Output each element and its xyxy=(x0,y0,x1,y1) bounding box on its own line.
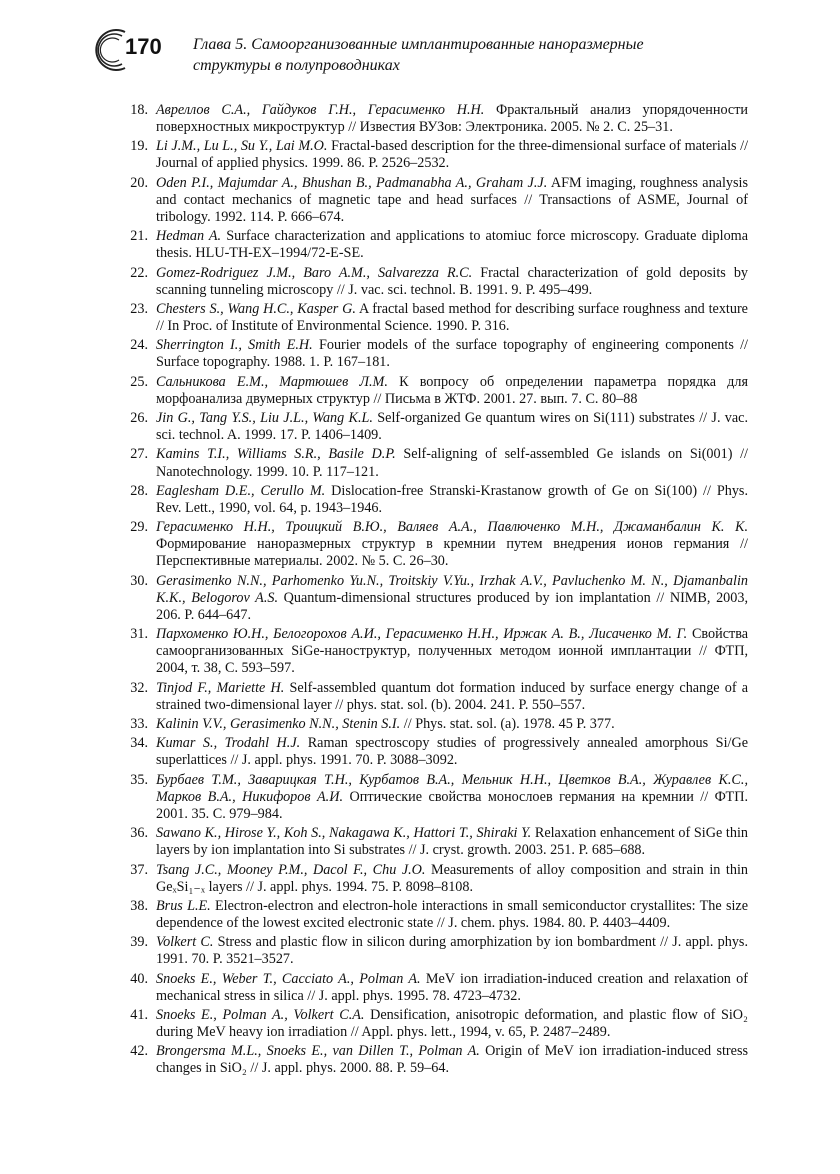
reference-text: A fractal based method for describing surface roughness and texture // In Proc. of Institute of Environmental Science. 1990. P. 316. xyxy=(156,300,748,335)
reference-text: Self-aligning of self-assembled Ge islands on Si(001) // Nanotechnology. 1999. 10. P. 117–121. xyxy=(156,446,748,480)
reference-item xyxy=(118,138,748,172)
reference-authors: Jin G., Tang Y.S., Liu J.L., Wang K.L. xyxy=(156,410,373,427)
reference-authors: Snoeks E., Polman A., Volkert C.A. xyxy=(156,1007,365,1023)
reference-item xyxy=(118,934,748,968)
reference-text: Fractal characterization of gold deposits by scanning tunneling microscopy // J. vac. sci. technol. B. 1991. 9. P. 495–499. xyxy=(156,264,749,298)
chapter-title-line-2: структуры в полупроводниках xyxy=(193,57,400,74)
reference-number: 35. xyxy=(130,771,148,788)
reference-number: 20. xyxy=(130,174,148,191)
reference-text: Dislocation-free Stranski-Krastanow growth of Ge on Si(100) // Phys. Rev. Lett., 1990, vol. 64, p. 1943–1946. xyxy=(156,482,749,516)
reference-text: Stress and plastic flow in silicon during amorphization by ion bombardment // J. appl. phys. 1991. 70. P. 3521–3527. xyxy=(156,934,748,968)
reference-item xyxy=(118,446,748,480)
reference-number: 22. xyxy=(130,264,148,281)
chapter-title xyxy=(193,34,713,76)
reference-item xyxy=(118,898,748,932)
reference-authors: Brus L.E. xyxy=(156,897,211,914)
reference-number: 39. xyxy=(130,934,148,951)
reference-number: 36. xyxy=(130,825,148,842)
reference-number: 26. xyxy=(130,410,148,427)
reference-item xyxy=(118,862,748,896)
reference-number: 23. xyxy=(130,300,148,317)
reference-item xyxy=(118,716,748,733)
reference-item xyxy=(118,1043,748,1077)
reference-authors: Tinjod F., Mariette H. xyxy=(156,679,285,696)
reference-authors: Пархоменко Ю.Н., Белогорохов А.И., Герасименко Н.Н., Иржак А. В., Лисаченко М. Г. xyxy=(156,626,688,643)
reference-number: 25. xyxy=(130,373,148,390)
reference-number: 29. xyxy=(130,519,148,536)
reference-number: 40. xyxy=(130,970,148,987)
reference-number: 27. xyxy=(130,446,148,463)
reference-number: 30. xyxy=(130,572,148,589)
reference-text: Electron-electron and electron-hole interactions in small semiconductor crystallites: The size dependence of the lowest excited electronic state // J. chem. phys. 1984. 80. P. 4403–4409. xyxy=(156,897,749,931)
reference-authors: Tsang J.C., Mooney P.M., Dacol F., Chu J.O. xyxy=(156,861,426,878)
reference-text: К вопросу об определении параметра порядка для морфоанализа двумерных структур // Письма в ЖТФ. 2001. 27. вып. 7. С. 80–88 xyxy=(156,373,749,407)
reference-number: 37. xyxy=(130,861,148,878)
reference-text: Оптические свойства монослоев германия на кремнии // ФТП. 2001. 35. С. 979–984. xyxy=(156,788,748,822)
reference-authors: Sawano K., Hirose Y., Koh S., Nakagawa K., Hattori T., Shiraki Y. xyxy=(156,825,532,842)
reference-number: 41. xyxy=(130,1007,148,1023)
reference-text: Surface characterization and applications to atomiuc force microscopy. Graduate diploma thesis. HLU-TH-EX–1994/72-E-SE. xyxy=(156,228,748,262)
reference-authors: Hedman A. xyxy=(156,228,222,245)
reference-authors: Авреллов С.А., Гайдуков Г.Н., Герасименко Н.Н. xyxy=(156,102,485,118)
reference-item xyxy=(118,971,748,1005)
reference-item xyxy=(118,374,748,408)
reference-item xyxy=(118,735,748,769)
reference-number: 38. xyxy=(130,897,148,914)
reference-text: Raman spectroscopy studies of progressively annealed amorphous Si/Ge superlattices // J. appl. phys. 1991. 70. P. 3088–3092. xyxy=(156,735,748,769)
reference-text: Measurements of alloy composition and strain in thin GeₓSi₁₋ₓ layers // J. appl. phys. 1994. 75. P. 8098–8108. xyxy=(156,861,748,895)
reference-item xyxy=(118,337,748,371)
reference-item xyxy=(118,680,748,714)
reference-list xyxy=(118,102,748,1080)
reference-number: 19. xyxy=(130,138,148,155)
reference-number: 18. xyxy=(130,102,148,118)
reference-item xyxy=(118,410,748,444)
reference-text: Fractal-based description for the three-dimensional surface of materials // Journal of applied physics. 1999. 86. P. 2526–2532. xyxy=(156,138,749,172)
reference-item xyxy=(118,175,748,226)
reference-number: 33. xyxy=(130,716,148,732)
reference-text: Self-organized Ge quantum wires on Si(111) substrates // J. vac. sci. technol. A. 1999. 17. P. 1406–1409. xyxy=(156,410,749,444)
reference-item xyxy=(118,772,748,823)
reference-item xyxy=(118,301,748,335)
page-header xyxy=(95,28,795,88)
reference-number: 21. xyxy=(130,228,148,245)
reference-authors: Бурбаев Т.М., Заварицкая Т.Н., Курбатов В.А., Мельник Н.Н., Цветков В.А., Журавлев К.С., Марков В.А., Никифоров А.И. xyxy=(156,771,748,805)
reference-authors: Chesters S., Wang H.C., Kasper G. xyxy=(156,300,356,317)
reference-item xyxy=(118,102,748,136)
reference-text: Фрактальный анализ упорядоченности поверхностных микроструктур // Известия ВУЗов: Электроника. 2005. № 2. С. 25–31. xyxy=(156,102,748,136)
reference-number: 42. xyxy=(130,1043,148,1060)
reference-authors: Oden P.I., Majumdar A., Bhushan B., Padmanabha A., Graham J.J. xyxy=(156,174,548,191)
reference-text: Свойства самоорганизованных SiGe-наноструктур, полученных методом ионной имплантации // ФТП, 2004, т. 38, С. 593–597. xyxy=(156,626,749,677)
reference-item xyxy=(118,573,748,624)
reference-authors: Volkert C. xyxy=(156,934,214,951)
reference-authors: Сальникова Е.М., Мартюшев Л.М. xyxy=(156,373,388,390)
reference-item xyxy=(118,519,748,570)
reference-number: 32. xyxy=(130,679,148,696)
reference-text: Densification, anisotropic deformation, and plastic flow of SiO₂ during MeV heavy ion irradiation // Appl. phys. lett., 1994, v. 65, P. 2487–2489. xyxy=(156,1007,748,1041)
reference-authors: Brongersma M.L., Snoeks E., van Dillen T., Polman A. xyxy=(156,1043,480,1060)
reference-number: 34. xyxy=(130,735,148,752)
reference-number: 28. xyxy=(130,482,148,499)
reference-number: 31. xyxy=(130,626,148,643)
reference-text: Fourier models of the surface topography of engineering components // Surface topography. 1988. 1. P. 167–181. xyxy=(156,337,748,371)
reference-item xyxy=(118,228,748,262)
reference-text: Формирование наноразмерных структур в кремнии путем внедрения ионов германия // Перспективные материалы. 2002. № 5. С. 26–30. xyxy=(156,536,748,570)
reference-authors: Kalinin V.V., Gerasimenko N.N., Stenin S.I. xyxy=(156,716,401,732)
reference-authors: Kumar S., Trodahl H.J. xyxy=(156,735,301,752)
reference-number: 24. xyxy=(130,337,148,354)
reference-text: Relaxation enhancement of SiGe thin layers by ion implantation into Si substrates // J. cryst. growth. 2003. 251. P. 685–688. xyxy=(156,825,748,859)
reference-item xyxy=(118,825,748,859)
reference-text: Quantum-dimensional structures produced by ion implantation // NIMB, 2003, 206. P. 644–647. xyxy=(156,589,748,623)
reference-authors: Gerasimenko N.N., Parhomenko Yu.N., Troitskiy V.Yu., Irzhak A.V., Pavluchenko M. N., Djamanbalin K.K., Belogorov A.S. xyxy=(156,572,748,606)
reference-text: AFM imaging, roughness analysis and contact mechanics of magnetic tape and head surfaces // Transactions of ASME, Journal of tribology. 1992. 114. P. 666–674. xyxy=(156,174,748,225)
reference-text: Origin of MeV ion irradiation-induced stress changes in SiO₂ // J. appl. phys. 2000. 88. P. 59–64. xyxy=(156,1043,748,1077)
reference-item xyxy=(118,1007,748,1041)
reference-authors: Li J.M., Lu L., Su Y., Lai M.O. xyxy=(156,138,328,155)
reference-authors: Kamins T.I., Williams S.R., Basile D.P. xyxy=(156,446,396,463)
chapter-title-line-1: Глава 5. Самоорганизованные имплантированные наноразмерные xyxy=(193,36,644,53)
reference-item xyxy=(118,265,748,299)
reference-text: MeV ion irradiation-induced creation and relaxation of mechanical stress in silica // J. appl. phys. 1995. 78. 4723–4732. xyxy=(156,970,748,1004)
reference-item xyxy=(118,626,748,677)
reference-authors: Gomez-Rodriguez J.M., Baro A.M., Salvarezza R.C. xyxy=(156,264,473,281)
page-number: 170 xyxy=(125,34,162,59)
reference-text: Self-assembled quantum dot formation induced by surface energy change of a strained two-dimensional layer // phys. stat. sol. (b). 2004. 241. P. 550–557. xyxy=(156,679,749,713)
reference-authors: Snoeks E., Weber T., Cacciato A., Polman A. xyxy=(156,970,421,987)
reference-text: // Phys. stat. sol. (a). 1978. 45 P. 377. xyxy=(403,716,615,732)
reference-authors: Eaglesham D.E., Cerullo M. xyxy=(156,482,326,499)
reference-authors: Sherrington I., Smith E.H. xyxy=(156,337,313,354)
reference-authors: Герасименко Н.Н., Троицкий В.Ю., Валяев А.А., Павлюченко М.Н., Джаманбалин К. К. xyxy=(156,519,748,536)
reference-item xyxy=(118,483,748,517)
